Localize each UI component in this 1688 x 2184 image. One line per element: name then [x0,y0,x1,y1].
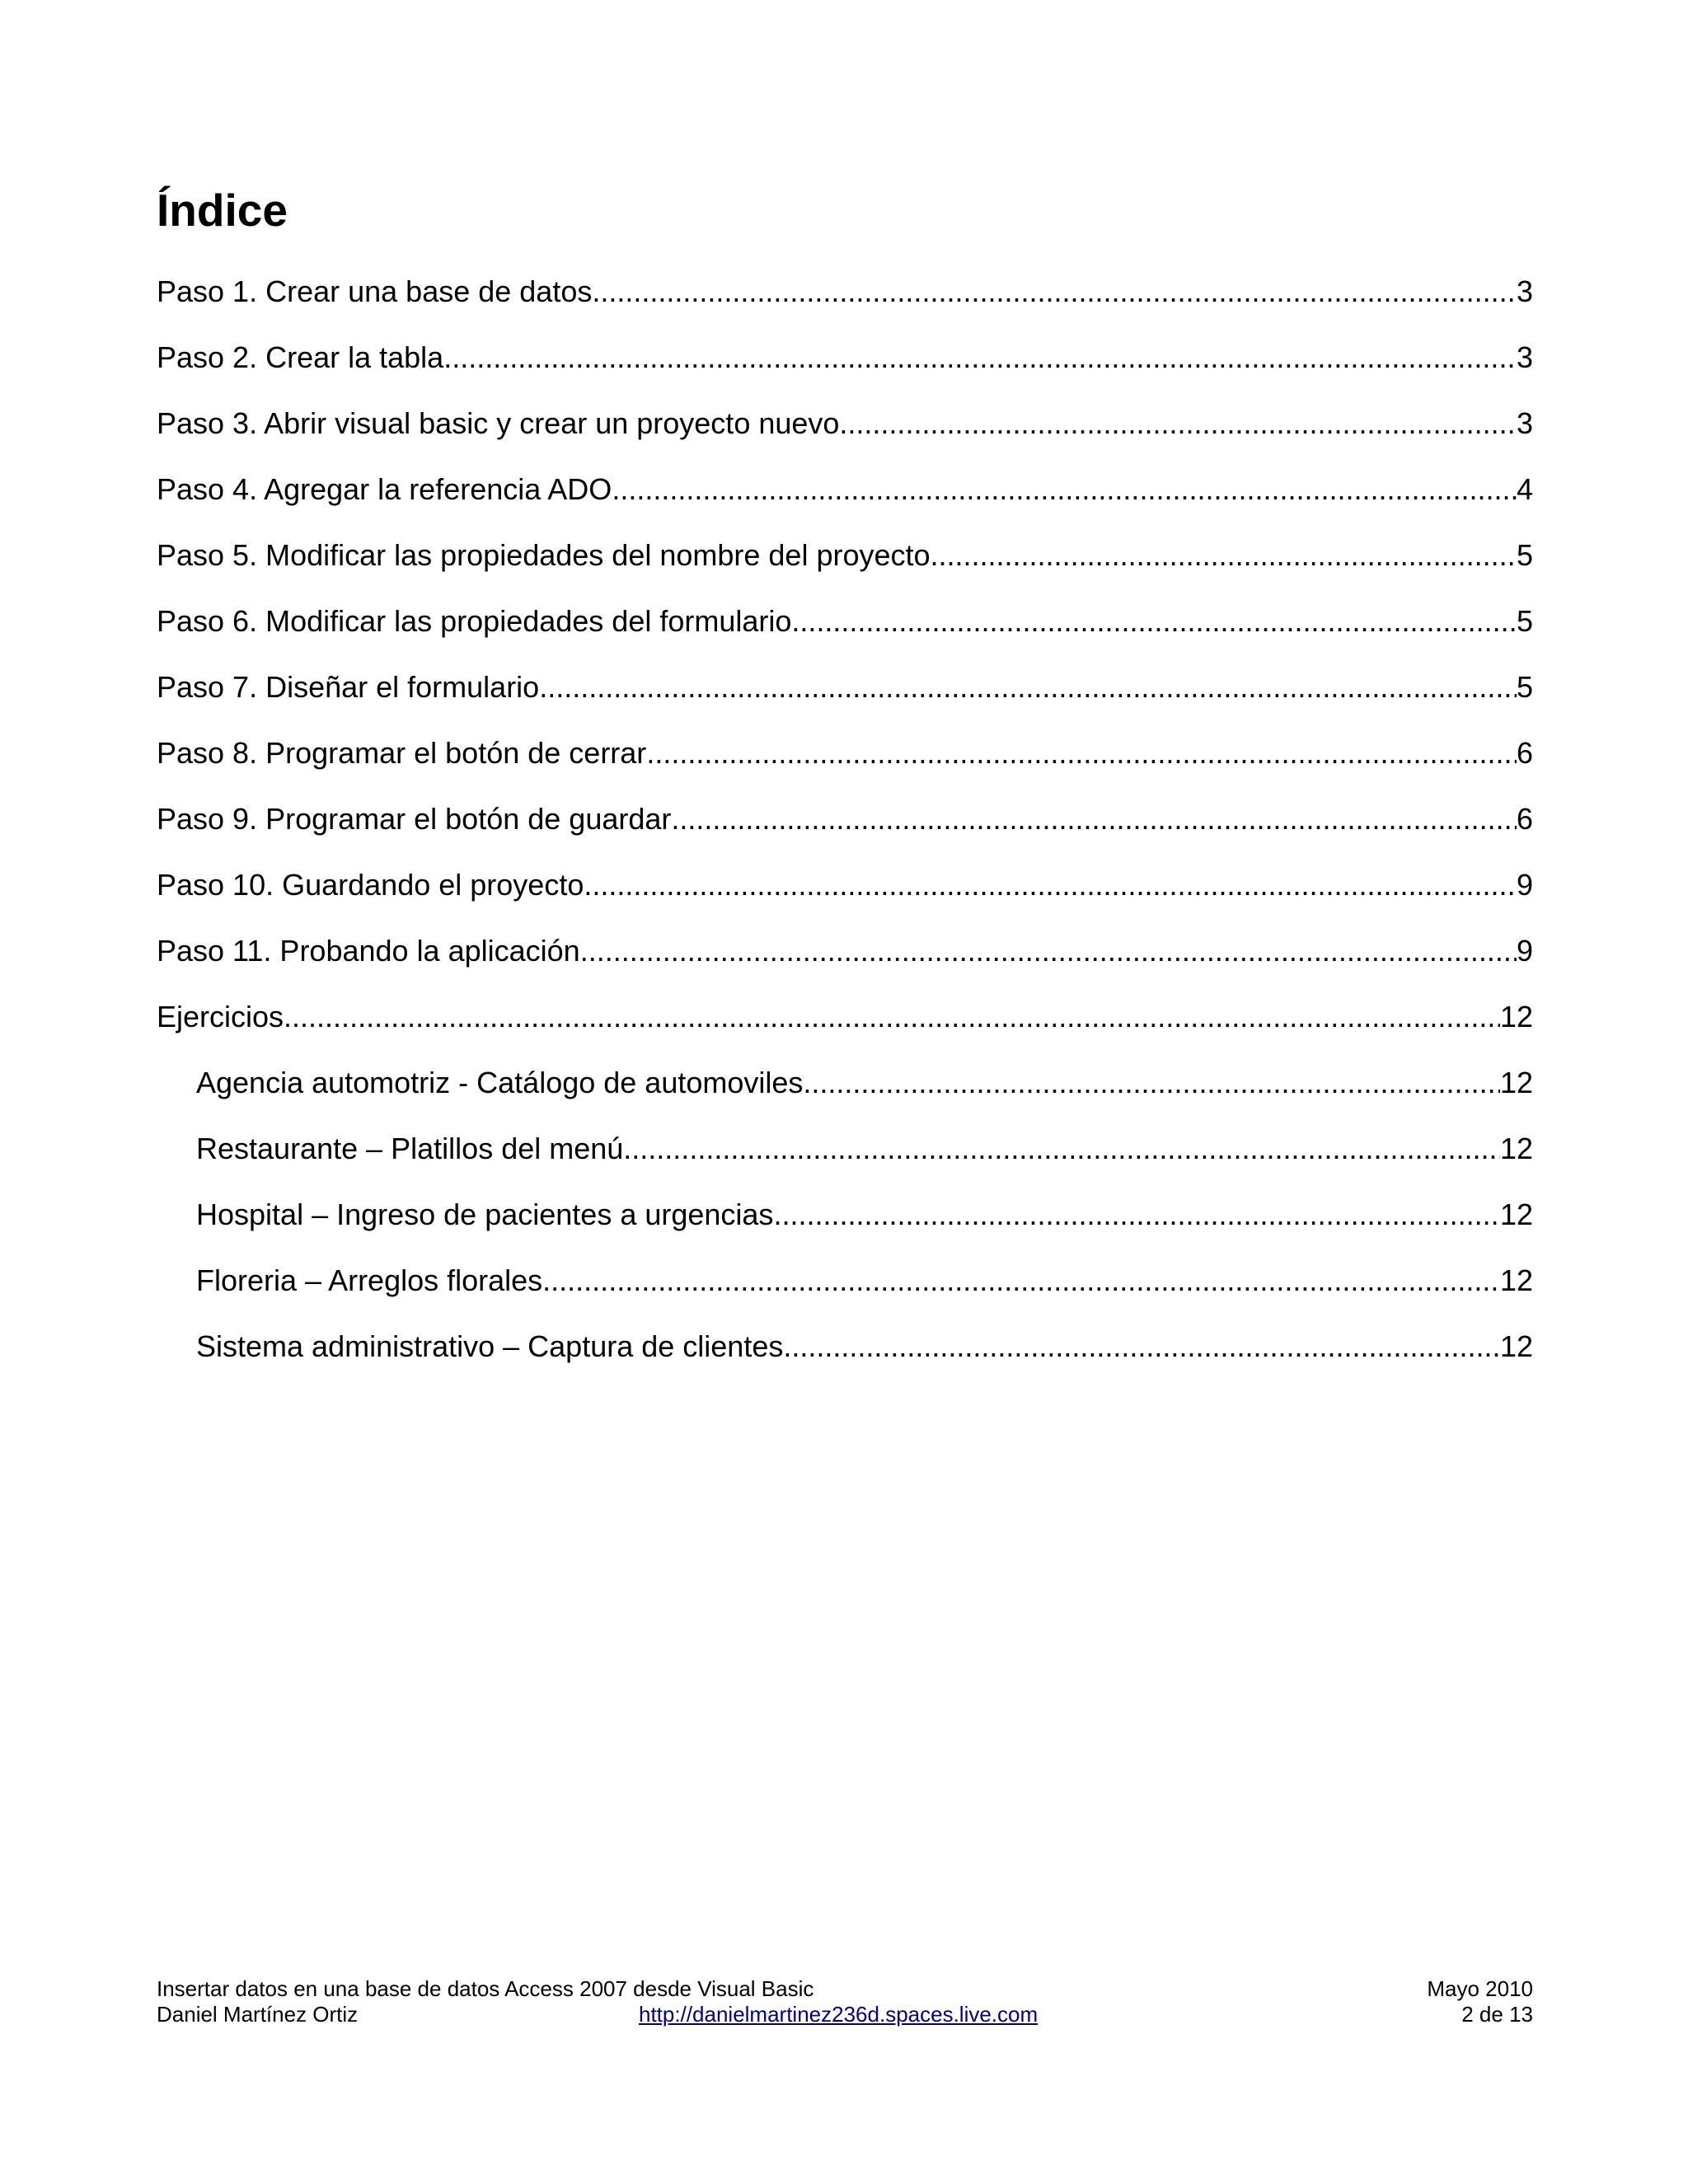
toc-entry-page: 6 [1516,736,1533,770]
toc-entry-page: 12 [1499,1329,1533,1363]
toc-entry-page: 9 [1516,934,1533,968]
toc-dot-leader [284,997,1500,1037]
toc-entry-page: 5 [1516,604,1533,638]
toc-dot-leader [839,404,1517,443]
page-footer [157,1976,1533,2029]
toc-entry-title: Floreria – Arreglos florales [196,1263,543,1297]
toc-entry[interactable] [157,272,1533,338]
toc-entry[interactable] [157,997,1533,1063]
toc-entry-page: 12 [1499,1066,1533,1099]
toc-entry-title: Paso 7. Diseñar el formulario [157,670,540,704]
toc-entry-page: 6 [1516,802,1533,836]
table-of-contents [157,272,1533,1393]
toc-entry-page: 12 [1499,1132,1533,1165]
page-title: Índice [157,185,288,236]
toc-entry-title: Restaurante – Platillos del menú [196,1132,624,1165]
toc-entry[interactable] [157,1327,1533,1393]
footer-date: Mayo 2010 [1427,1976,1533,2001]
toc-entry[interactable] [157,733,1533,799]
toc-entry-page: 12 [1499,1197,1533,1231]
toc-entry-title: Paso 1. Crear una base de datos [157,274,593,308]
footer-page-number: 2 de 13 [1461,2002,1533,2027]
toc-entry[interactable] [157,1129,1533,1195]
toc-entry[interactable] [157,865,1533,931]
toc-entry-title: Ejercicios [157,1000,284,1033]
footer-link[interactable]: http://danielmartinez236d.spaces.live.com [639,2002,1039,2027]
toc-entry[interactable] [157,1063,1533,1129]
toc-dot-leader [584,865,1517,905]
toc-entry-page: 5 [1516,670,1533,704]
toc-dot-leader [791,602,1517,641]
toc-entry-page: 3 [1516,274,1533,308]
toc-entry-page: 3 [1516,406,1533,440]
toc-entry[interactable] [157,338,1533,404]
toc-entry-title: Paso 4. Agregar la referencia ADO [157,472,612,506]
toc-dot-leader [773,1195,1500,1235]
toc-dot-leader [539,668,1517,707]
toc-dot-leader [931,536,1517,575]
toc-dot-leader [803,1063,1500,1103]
toc-entry-page: 9 [1516,868,1533,902]
toc-dot-leader [592,272,1517,312]
toc-entry[interactable] [157,1261,1533,1327]
toc-entry[interactable] [157,470,1533,536]
toc-entry[interactable] [157,602,1533,668]
toc-entry[interactable] [157,404,1533,470]
toc-entry-page: 12 [1499,1000,1533,1033]
toc-entry-title: Paso 8. Programar el botón de cerrar [157,736,647,770]
toc-entry[interactable] [157,668,1533,733]
toc-entry-page: 12 [1499,1263,1533,1297]
toc-entry[interactable] [157,536,1533,602]
toc-entry[interactable] [157,799,1533,865]
toc-dot-leader [646,733,1517,773]
toc-entry-title: Paso 6. Modificar las propiedades del formulario [157,604,792,638]
toc-dot-leader [443,338,1517,377]
toc-entry-page: 3 [1516,340,1533,374]
footer-doc-title: Insertar datos en una base de datos Access 2007 desde Visual Basic [157,1976,814,2001]
toc-entry[interactable] [157,1195,1533,1261]
toc-entry-title: Paso 3. Abrir visual basic y crear un proyecto nuevo [157,406,840,440]
toc-dot-leader [671,799,1517,839]
toc-entry-title: Paso 10. Guardando el proyecto [157,868,584,902]
toc-entry-title: Paso 11. Probando la aplicación [157,934,580,968]
toc-entry-title: Paso 9. Programar el botón de guardar [157,802,672,836]
toc-entry[interactable] [157,931,1533,997]
toc-dot-leader [612,470,1517,509]
toc-entry-page: 4 [1516,472,1533,506]
toc-entry-title: Agencia automotriz - Catálogo de automoviles [196,1066,804,1099]
toc-dot-leader [542,1261,1500,1301]
toc-dot-leader [783,1327,1500,1366]
toc-entry-title: Hospital – Ingreso de pacientes a urgencias [196,1197,774,1231]
toc-dot-leader [580,931,1517,971]
footer-author: Daniel Martínez Ortiz [157,2002,359,2027]
toc-entry-title: Sistema administrativo – Captura de clientes [196,1329,784,1363]
toc-entry-page: 5 [1516,538,1533,572]
toc-entry-title: Paso 5. Modificar las propiedades del nombre del proyecto [157,538,931,572]
toc-dot-leader [623,1129,1500,1169]
toc-entry-title: Paso 2. Crear la tabla [157,340,444,374]
